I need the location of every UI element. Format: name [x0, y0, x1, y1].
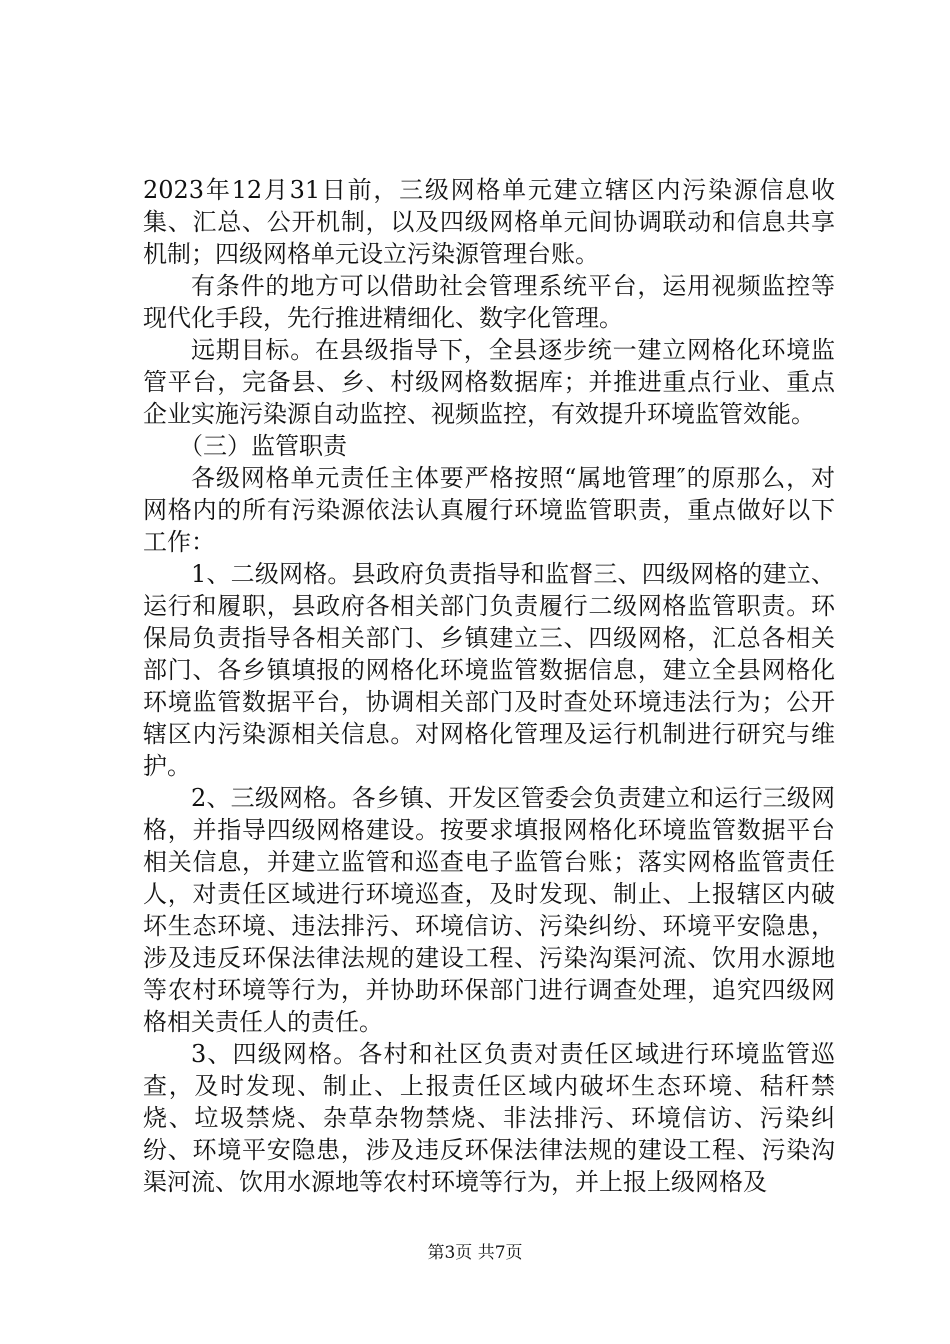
paragraph-p7: 3、四级网格。各村和社区负责对责任区域进行环境监管巡查，及时发现、制止、上报责任区域内破坏生态环境、秸秆禁烧、垃圾禁烧、杂草杂物禁烧、非法排污、环境信访、污染纠纷、环境平安隐患，涉及违反环保法律法规的建设工程、污染沟渠河流、饮用水源地等农村环境等行为，并上报上级网格及: [143, 1040, 835, 1196]
document-body: [143, 174, 835, 1198]
paragraph-p3: 远期目标。在县级指导下，全县逐步统一建立网格化环境监管平台，完备县、乡、村级网格数据库；并推进重点行业、重点企业实施污染源自动监控、视频监控，有效提升环境监管效能。: [143, 336, 835, 428]
paragraph-p6: 2、三级网格。各乡镇、开发区管委会负责建立和运行三级网格，并指导四级网格建设。按要求填报网格化环境监管数据平台相关信息，并建立监管和巡查电子监管台账；落实网格监管责任人，对责任区域进行环境巡查，及时发现、制止、上报辖区内破坏生态环境、违法排污、环境信访、污染纠纷、环境平安隐患，涉及违反环保法律法规的建设工程、污染沟渠河流、饮用水源地等农村环境等行为，并协助环保部门进行调查处理，追究四级网格相关责任人的责任。: [143, 784, 835, 1036]
paragraph-p1: 2023年12月31日前，三级网格单元建立辖区内污染源信息收集、汇总、公开机制，以及四级网格单元间协调联动和信息共享机制；四级网格单元设立污染源管理台账。: [143, 176, 835, 268]
page-footer: 第3页 共7页: [427, 1243, 523, 1263]
paragraph-p4: 各级网格单元责任主体要严格按照“属地管理″的原那么，对网格内的所有污染源依法认真履行环境监管职责，重点做好以下工作：: [143, 464, 835, 556]
paragraph-p5: 1、二级网格。县政府负责指导和监督三、四级网格的建立、运行和履职，县政府各相关部门负责履行二级网格监管职责。环保局负责指导各相关部门、乡镇建立三、四级网格，汇总各相关部门、各乡镇填报的网格化环境监管数据信息，建立全县网格化环境监管数据平台，协调相关部门及时查处环境违法行为；公开辖区内污染源相关信息。对网格化管理及运行机制进行研究与维护。: [143, 560, 835, 780]
section-heading: （三）监管职责: [179, 432, 347, 460]
paragraph-p2: 有条件的地方可以借助社会管理系统平台，运用视频监控等现代化手段，先行推进精细化、数字化管理。: [143, 272, 835, 332]
